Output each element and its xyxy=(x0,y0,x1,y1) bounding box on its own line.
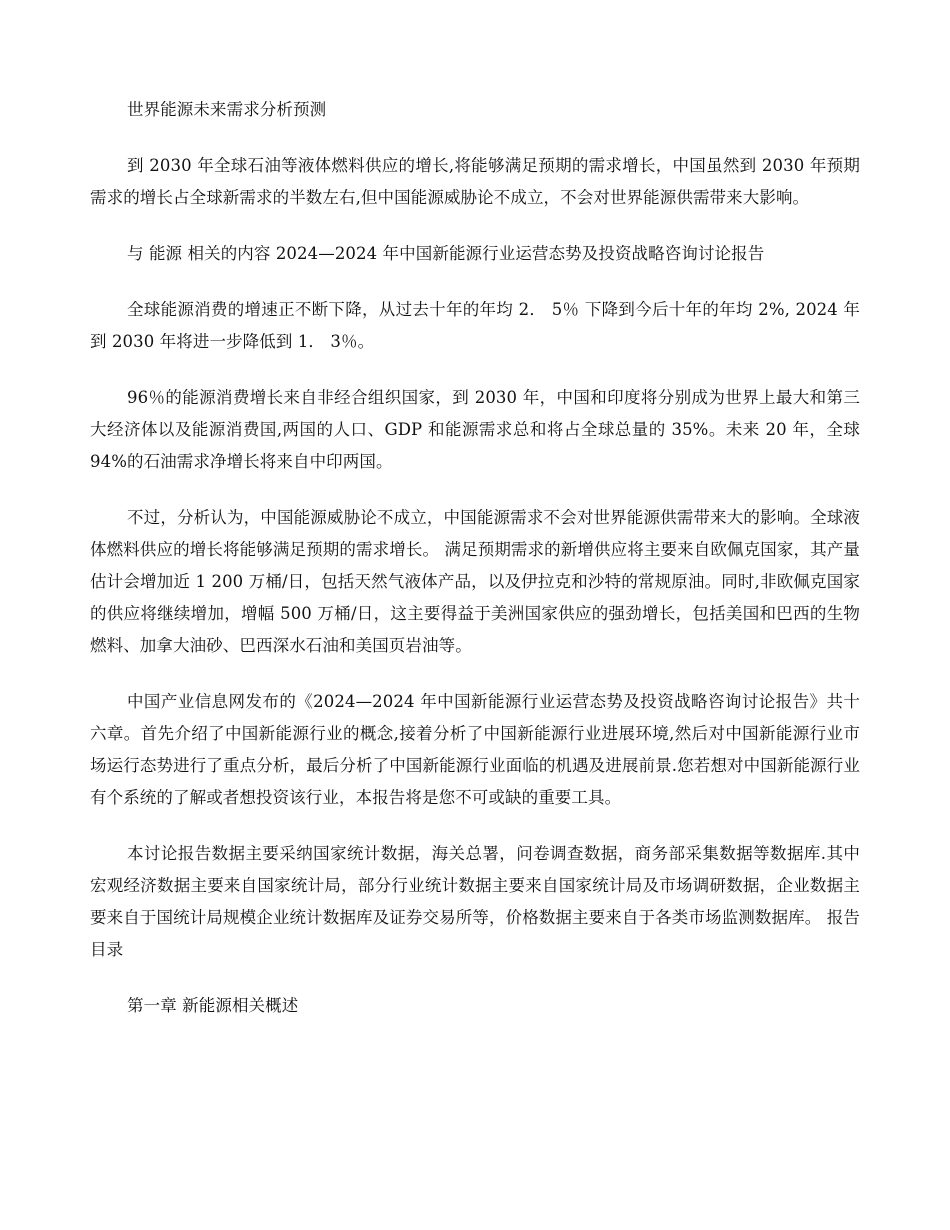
paragraph-report-introduction: 中国产业信息网发布的《2024—2024 年中国新能源行业运营态势及投资战略咨询讨论报告》共十六章。首先介绍了中国新能源行业的概念,接着分析了中国新能源行业进展环境,然后对中国新能源行业市场运行态势进行了重点分析，最后分析了中国新能源行业面临的机遇及进展前景.您若想对中国新能源行业有个系统的了解或者想投资该行业，本报告将是您不可或缺的重要工具。 xyxy=(90,692,860,807)
paragraph-data-sources: 本讨论报告数据主要采纳国家统计数据，海关总署，问卷调查数据，商务部采集数据等数据库.其中宏观经济数据主要来自国家统计局，部分行业统计数据主要来自国家统计局及市场调研数据，企业数据主要来自于国统计局规模企业统计数据库及证券交易所等，价格数据主要来自于各类市场监测数据库。 报告目录 xyxy=(90,844,860,959)
related-report-title: 与 能源 相关的内容 2024—2024 年中国新能源行业运营态势及投资战略咨询讨论报告 xyxy=(127,244,765,263)
paragraph-oil-supply-2030: 到 2030 年全球石油等液体燃料供应的增长,将能够满足预期的需求增长，中国虽然到 2030 年预期需求的增长占全球新需求的半数左右,但中国能源威胁论不成立，不会对世界能源供需带来大影响。 xyxy=(90,156,860,207)
paragraph-non-oecd-growth: 96％的能源消费增长来自非经合组织国家，到 2030 年，中国和印度将分别成为世界上最大和第三大经济体以及能源消费国,两国的人口、GDP 和能源需求总和将占全球总量的 35%。未来 20 年，全球 94%的石油需求净增长将来自中印两国。 xyxy=(90,388,860,471)
chapter-one-heading: 第一章 新能源相关概述 xyxy=(127,996,299,1015)
section-heading-world-energy-forecast: 世界能源未来需求分析预测 xyxy=(127,100,327,119)
paragraph-consumption-growth: 全球能源消费的增速正不断下降，从过去十年的年均 2． 5％ 下降到今后十年的年均 2%, 2024 年到 2030 年将进一步降低到 1． 3％。 xyxy=(90,300,860,351)
paragraph-threat-theory: 不过，分析认为，中国能源威胁论不成立，中国能源需求不会对世界能源供需带来大的影响。全球液体燃料供应的增长将能够满足预期的需求增长。 满足预期需求的新增供应将主要来自欧佩克国家，其产量估计会增加近 1 200 万桶/日，包括天然气液体产品，以及伊拉克和沙特的常规原油。同时,非欧佩克国家的供应将继续增加，增幅 500 万桶/日，这主要得益于美洲国家供应的强劲增长，包括美国和巴西的生物燃料、加拿大油砂、巴西深水石油和美国页岩油等。 xyxy=(90,508,860,655)
